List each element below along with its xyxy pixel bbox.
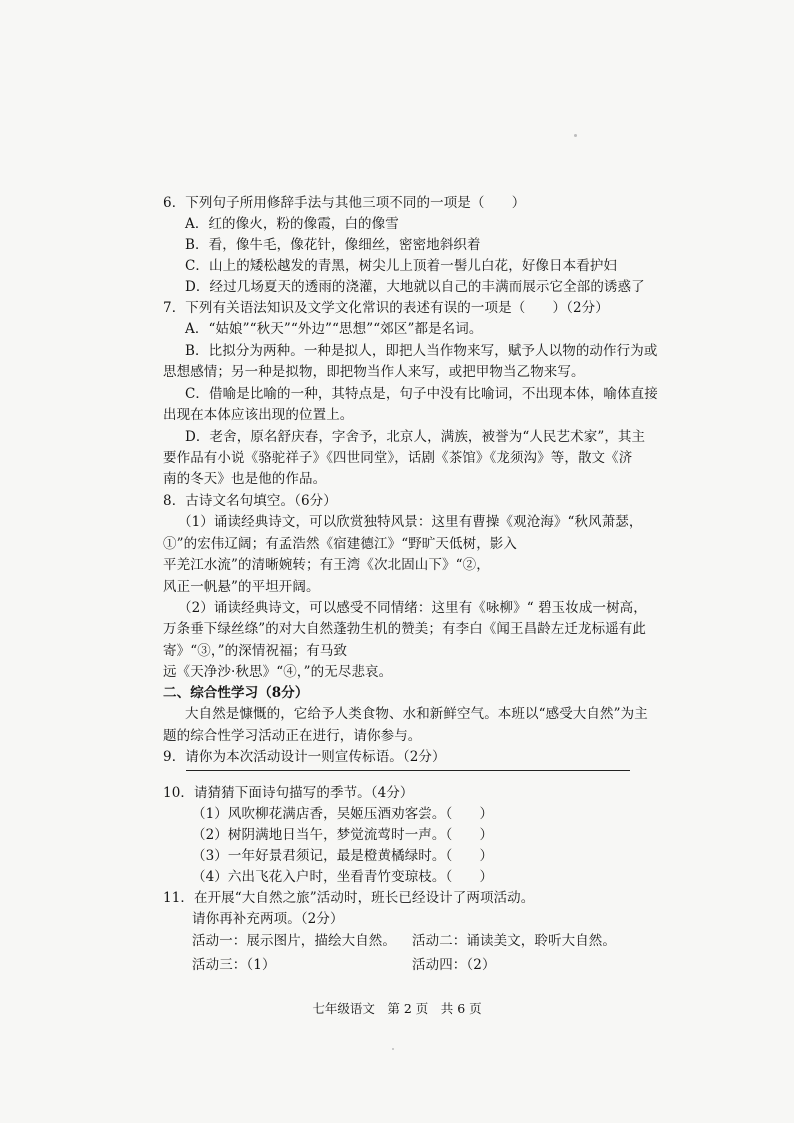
option-7b-line1: B．比拟分为两种。一种是拟人，即把人当作物来写，赋予人以物的动作行为或 xyxy=(185,343,658,359)
q8-part1-line2-text: ”的宏伟辽阔；有孟浩然《宿建德江》“野旷天低树，影入 xyxy=(176,536,518,552)
option-6d: D．经过几场夏天的透雨的浇灌，大地就以自己的丰满而展示它全部的诱惑了 xyxy=(185,279,645,295)
activity-3 xyxy=(192,954,276,976)
question-10: 10．请猜猜下面诗句描写的季节。（4分） xyxy=(163,785,414,801)
q8-part1-line1: （1）诵读经典诗文，可以欣赏独特风景：这里有曹操《观沧海》“秋风萧瑟， xyxy=(178,514,643,530)
scan-speck xyxy=(392,1048,394,1050)
option-7c-line2: 出现在本体应该出现的位置上。 xyxy=(163,407,354,423)
comma: ， xyxy=(476,557,490,573)
option-7c-line1: C．借喻是比喻的一种，其特点是，句子中没有比喻词，不出现本体，喻体直接 xyxy=(185,386,658,402)
page-footer: 七年级语文 第 2 页 共 6 页 xyxy=(312,1001,482,1016)
option-6c: C．山上的矮松越发的青黑，树尖儿上顶着一髻儿白花，好像日本看护妇 xyxy=(185,258,618,274)
q8-part2-line3-end: ”的深情祝福；有马致 xyxy=(217,643,348,659)
section-2-intro-line2: 题的综合性学习活动正在进行，请你参与。 xyxy=(163,728,422,744)
q10-item-3: （3）一年好景君须记，最是橙黄橘绿时。（ ） xyxy=(192,848,494,864)
activity-3-label: 活动三：（1） xyxy=(192,957,276,973)
q8-part2-line2: 万条垂下绿丝绦”的对大自然蓬勃生机的赞美；有李白《闻王昌龄左迁龙标遥有此 xyxy=(163,621,647,637)
section-2-heading: 二、综合性学习（8分） xyxy=(163,685,309,701)
question-7: 7．下列有关语法知识及文学文化常识的表述有误的一项是（ ）（2分） xyxy=(163,300,609,316)
blank-marker-1: ① xyxy=(163,536,177,552)
question-6: 6．下列句子所用修辞手法与其他三项不同的一项是（ ） xyxy=(163,195,526,211)
comma: ， xyxy=(210,643,218,659)
option-7d-line2: 要作品有小说《骆驼祥子》《四世同堂》，话剧《茶馆》《龙须沟》等，散文《济 xyxy=(163,450,633,466)
q8-part2-line4-end: ”的无尽悲哀。 xyxy=(303,664,393,680)
q8-part1-line3-text: 平羌江水流”的清晰婉转；有王湾《次北固山下》“② xyxy=(163,557,477,573)
scan-speck xyxy=(574,134,577,137)
question-9: 9．请你为本次活动设计一则宣传标语。（2分） xyxy=(163,749,446,765)
q11-instruction: 请你再补充两项。（2分） xyxy=(192,911,344,927)
option-7a: A．“姑娘”“秋天”“外边”“思想”“郊区”都是名词。 xyxy=(185,321,483,337)
q8-part2-line4 xyxy=(163,661,392,683)
option-7d-line3: 南的冬天》也是他的作品。 xyxy=(163,471,327,487)
question-11: 11．在开展“大自然之旅”活动时，班长已经设计了两项活动。 xyxy=(163,890,535,906)
comma: ， xyxy=(296,664,304,680)
q8-part1-line3 xyxy=(163,554,490,576)
q10-item-1: （1）风吹柳花满店香，吴姬压酒劝客尝。（ ） xyxy=(192,806,494,822)
q8-part2-line1: （2）诵读经典诗文，可以感受不同情绪：这里有《咏柳》“ 碧玉妆成一树高， xyxy=(178,600,647,616)
option-7b-line2: 思想感情；另一种是拟物，即把物当作人来写，或把甲物当乙物来写。 xyxy=(163,364,585,380)
slogan-answer-line[interactable] xyxy=(186,770,630,771)
question-8: 8．古诗文名句填空。（6分） xyxy=(163,493,337,509)
activity-1: 活动一：展示图片，描绘大自然。 xyxy=(192,933,396,949)
activity-4-label: 活动四：（2） xyxy=(412,957,496,973)
option-6b: B．看，像牛毛，像花针，像细丝，密密地斜织着 xyxy=(185,237,481,253)
q8-part2-line4-text: 远《天净沙·秋思》“④ xyxy=(163,664,297,680)
activity-4 xyxy=(412,954,496,976)
option-7d-line1: D．老舍，原名舒庆春，字舍予，北京人，满族，被誉为“人民艺术家”，其主 xyxy=(185,429,646,445)
option-6a: A．红的像火，粉的像霞，白的像雪 xyxy=(185,216,399,232)
q10-item-2: （2）树阴满地日当午，梦觉流莺时一声。（ ） xyxy=(192,827,494,843)
activity-2: 活动二：诵读美文，聆听大自然。 xyxy=(412,933,616,949)
q8-part1-line4: 风正一帆悬”的平坦开阔。 xyxy=(163,579,320,595)
q8-part1-line2 xyxy=(163,533,517,555)
q8-part2-line3 xyxy=(163,640,347,662)
q8-part2-line3-text: 寄》“③ xyxy=(163,643,211,659)
section-2-intro-line1: 大自然是慷慨的，它给予人类食物、水和新鲜空气。本班以“感受大自然”为主 xyxy=(185,706,648,722)
q10-item-4: （4）六出飞花入户时，坐看青竹变琼枝。（ ） xyxy=(192,869,494,885)
